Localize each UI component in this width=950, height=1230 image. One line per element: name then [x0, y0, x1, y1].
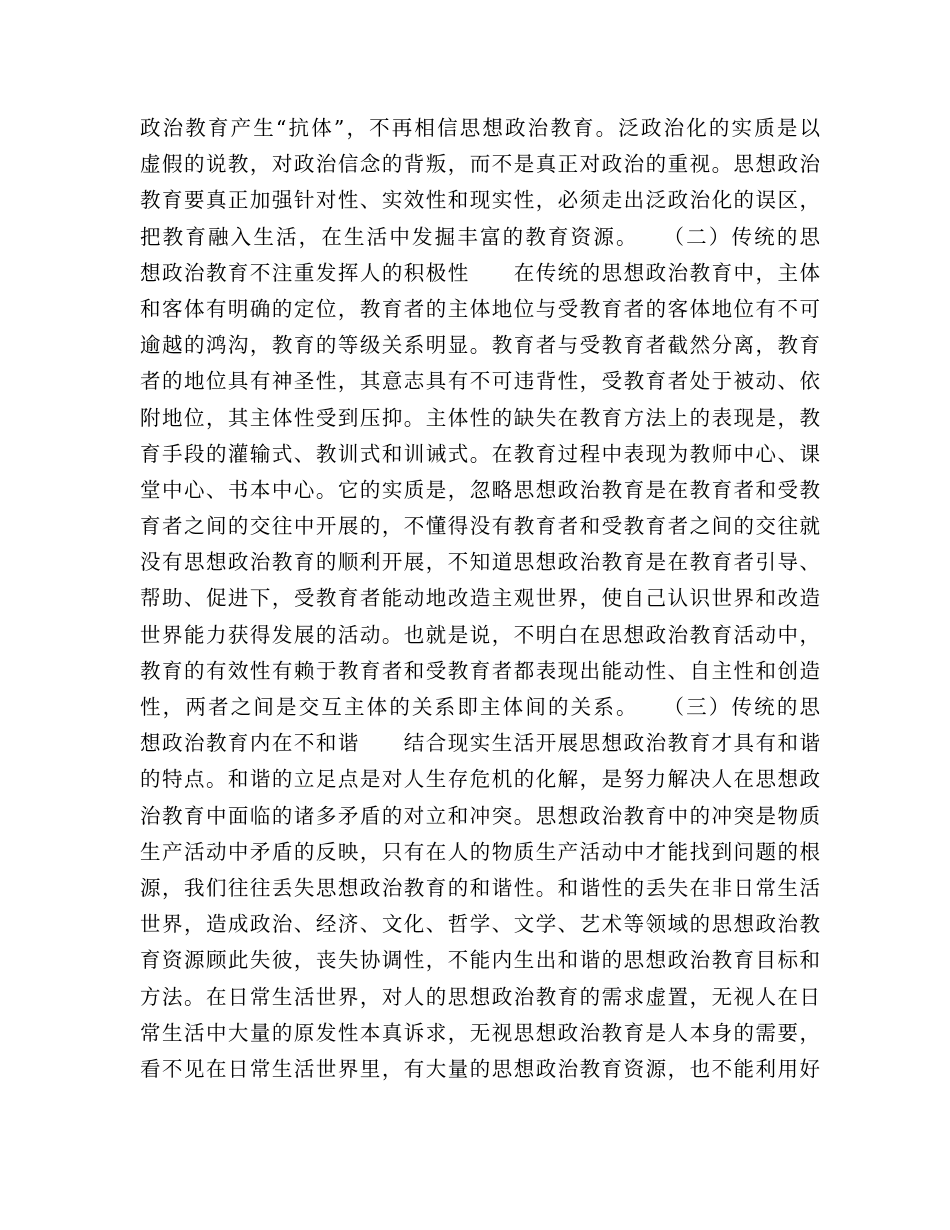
text-line-13: 没有思想政治教育的顺利开展，不知道思想政治教育是在教育者引导、: [140, 550, 820, 575]
text-line-11: 堂中心、书本中心。它的实质是，忽略思想政治教育是在教育者和受教: [140, 477, 820, 502]
text-line-25: 方法。在日常生活世界，对人的思想政治教育的需求虚置，无视人在日: [140, 984, 820, 1009]
text-line-20: 治教育中面临的诸多矛盾的对立和冲突。思想政治教育中的冲突是物质: [140, 803, 820, 828]
text-line-19: 的特点。和谐的立足点是对人生存危机的化解，是努力解决人在思想政: [140, 767, 820, 792]
text-line-15: 世界能力获得发展的活动。也就是说，不明白在思想政治教育活动中，: [140, 622, 820, 647]
text-line-12: 育者之间的交往中开展的，不懂得没有教育者和受教育者之间的交往就: [140, 514, 820, 539]
text-line-16: 教育的有效性有赖于教育者和受教育者都表现出能动性、自主性和创造: [140, 658, 820, 683]
text-line-14: 帮助、促进下，受教育者能动地改造主观世界，使自己认识世界和改造: [140, 586, 820, 611]
text-line-4: 把教育融入生活，在生活中发掘丰富的教育资源。 （二）传统的思: [140, 224, 820, 249]
text-line-27: 看不见在日常生活世界里，有大量的思想政治教育资源，也不能利用好: [140, 1056, 820, 1081]
text-line-18: 想政治教育内在不和谐 结合现实生活开展思想政治教育才具有和谐: [140, 731, 820, 756]
text-line-6: 和客体有明确的定位，教育者的主体地位与受教育者的客体地位有不可: [140, 296, 820, 321]
text-line-21: 生产活动中矛盾的反映，只有在人的物质生产活动中才能找到问题的根: [140, 839, 820, 864]
text-line-3: 教育要真正加强针对性、实效性和现实性，必须走出泛政治化的误区，: [140, 188, 820, 213]
text-line-1: 政治教育产生“抗体”，不再相信思想政治教育。泛政治化的实质是以: [140, 116, 820, 140]
text-line-22: 源，我们往往丢失思想政治教育的和谐性。和谐性的丢失在非日常生活: [140, 875, 820, 900]
text-line-10: 育手段的灌输式、教训式和训诫式。在教育过程中表现为教师中心、课: [140, 441, 820, 466]
text-line-24: 育资源顾此失彼，丧失协调性，不能内生出和谐的思想政治教育目标和: [140, 948, 820, 973]
text-line-23: 世界，造成政治、经济、文化、哲学、文学、艺术等领域的思想政治教: [140, 912, 820, 937]
text-line-7: 逾越的鸿沟，教育的等级关系明显。教育者与受教育者截然分离，教育: [140, 333, 820, 358]
text-line-5: 想政治教育不注重发挥人的积极性 在传统的思想政治教育中，主体: [140, 260, 820, 285]
text-line-17: 性，两者之间是交互主体的关系即主体间的关系。 （三）传统的思: [140, 695, 820, 719]
text-line-26: 常生活中大量的原发性本真诉求，无视思想政治教育是人本身的需要，: [140, 1020, 820, 1045]
body-text: [140, 110, 820, 1087]
text-line-9: 附地位，其主体性受到压抑。主体性的缺失在教育方法上的表现是，教: [140, 405, 820, 430]
text-line-8: 者的地位具有神圣性，其意志具有不可违背性，受教育者处于被动、依: [140, 369, 820, 394]
text-line-2: 虚假的说教，对政治信念的背叛，而不是真正对政治的重视。思想政治: [140, 152, 820, 177]
